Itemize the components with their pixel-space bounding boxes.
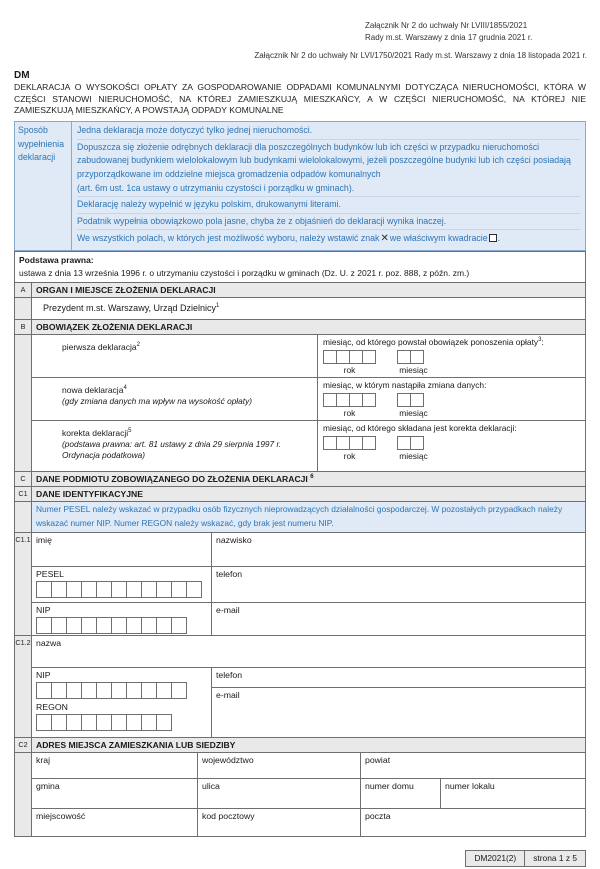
input-box[interactable]	[66, 581, 82, 598]
post-office-field[interactable]	[361, 809, 585, 836]
postal-code-field[interactable]	[198, 809, 361, 836]
section-c-header	[15, 471, 585, 486]
section-c-title: DANE PODMIOTU ZOBOWIĄZANEGO DO ZŁOŻENIA DEKLARACJI $^6$	[32, 472, 585, 486]
pesel-label: PESEL	[36, 568, 65, 579]
input-box[interactable]	[141, 617, 157, 634]
county-field[interactable]	[361, 753, 585, 778]
year-label: rok	[343, 451, 356, 462]
input-box[interactable]	[349, 350, 363, 364]
input-box[interactable]	[96, 682, 112, 699]
entity-name-field[interactable]	[32, 636, 585, 667]
section-b-id: B	[15, 320, 32, 334]
month-input-boxes	[397, 436, 423, 450]
input-box[interactable]	[397, 350, 411, 364]
section-a-content-row	[15, 297, 585, 319]
city-label: miejscowość	[36, 811, 86, 822]
input-box[interactable]	[349, 436, 363, 450]
input-box[interactable]	[397, 436, 411, 450]
input-box[interactable]	[81, 682, 97, 699]
nip-input-boxes	[36, 682, 207, 699]
input-box[interactable]	[36, 682, 52, 699]
empty-checkbox-icon	[489, 234, 497, 242]
month-input-boxes	[397, 350, 423, 364]
footnote-3: 3	[538, 337, 542, 344]
input-box[interactable]	[96, 714, 112, 731]
input-box[interactable]	[66, 617, 82, 634]
fill-instructions-box	[14, 121, 586, 251]
nip-field[interactable]	[32, 603, 212, 636]
input-box[interactable]	[410, 436, 424, 450]
section-c-id: C	[15, 472, 32, 486]
input-box[interactable]	[362, 393, 376, 407]
voivodeship-label: województwo	[202, 755, 254, 766]
last-name-label: nazwisko	[216, 535, 252, 546]
form-version-badge: DM2021(2)	[465, 850, 525, 867]
new-declaration-label: nowa deklaracja	[62, 385, 124, 396]
fill-instructions-label: Sposób wypełnienia deklaracji	[15, 122, 72, 250]
input-box[interactable]	[323, 393, 337, 407]
country-field[interactable]	[32, 753, 198, 778]
commune-field[interactable]	[32, 779, 198, 808]
section-a-id: A	[15, 283, 32, 297]
form-table	[14, 251, 586, 837]
attachment-note-1	[365, 20, 587, 44]
correction-month-label: miesiąc, od którego składana jest korekta deklaracji:	[323, 423, 517, 434]
section-c2-id: C2	[15, 738, 32, 752]
input-box[interactable]	[362, 436, 376, 450]
footnote-5: 5	[128, 428, 132, 435]
section-c1-note-row	[15, 501, 585, 532]
section-a-header	[15, 282, 585, 297]
legal-basis-row	[15, 252, 585, 283]
section-c1-title: DANE IDENTYFIKACYJNE	[32, 487, 585, 501]
correction-declaration-row[interactable]	[32, 420, 585, 471]
commune-label: gmina	[36, 781, 60, 792]
instruction-line: Deklarację należy wypełnić w języku polskim, drukowanymi literami.	[77, 197, 580, 214]
month-label: miesiąc	[399, 365, 428, 376]
input-box[interactable]	[336, 393, 350, 407]
input-box[interactable]	[186, 581, 202, 598]
input-box[interactable]	[141, 581, 157, 598]
section-b-body	[15, 334, 585, 471]
form-code: DM	[14, 70, 30, 81]
input-box[interactable]	[349, 393, 363, 407]
input-box[interactable]	[336, 350, 350, 364]
new-declaration-row[interactable]	[32, 377, 585, 420]
input-box[interactable]	[126, 617, 142, 634]
input-box[interactable]	[410, 393, 424, 407]
section-c1-header	[15, 486, 585, 501]
correction-declaration-note: (podstawa prawna: art. 81 ustawy z dnia 29 sierpnia 1997 r. Ordynacja podatkowa)	[62, 439, 282, 461]
section-c1-id: C1	[15, 487, 32, 501]
email-label: e-mail	[216, 690, 240, 701]
input-box[interactable]	[126, 714, 142, 731]
first-name-field[interactable]	[32, 533, 212, 566]
attachment-note-1-line1: Załącznik Nr 2 do uchwały Nr LVIII/1855/2021	[365, 21, 528, 30]
phone-label: telefon	[216, 568, 243, 579]
change-month-label: miesiąc, w którym nastąpiła zmiana danych:	[323, 380, 487, 391]
section-c1-2	[15, 635, 585, 737]
voivodeship-field[interactable]	[198, 753, 361, 778]
regon-input-boxes	[36, 714, 207, 731]
apartment-number-field[interactable]	[441, 779, 585, 808]
correction-declaration-label: korekta deklaracji	[62, 428, 129, 439]
first-name-label: imię	[36, 535, 52, 546]
country-label: kraj	[36, 755, 50, 766]
year-input-boxes	[323, 436, 375, 450]
instruction-line: Jedna deklaracja może dotyczyć tylko jednej nieruchomości.	[77, 123, 580, 140]
input-box[interactable]	[126, 682, 142, 699]
input-box[interactable]	[81, 714, 97, 731]
input-box[interactable]	[111, 682, 127, 699]
house-number-field[interactable]	[361, 779, 441, 808]
input-box[interactable]	[141, 714, 157, 731]
obligation-month-label: miesiąc, od którego powstał obowiązek ponoszenia opłaty$^3$:	[323, 337, 544, 348]
street-label: ulica	[202, 781, 220, 792]
input-box[interactable]	[36, 617, 52, 634]
phone-field[interactable]	[212, 567, 585, 602]
legal-basis-label: Podstawa prawna:	[19, 254, 94, 265]
apartment-number-label: numer lokalu	[445, 781, 495, 792]
first-declaration-label: pierwsza deklaracja	[62, 342, 137, 353]
page-footer	[0, 850, 586, 867]
footnote-6: 6	[310, 474, 314, 481]
footnote-1: 1	[216, 303, 220, 310]
input-box[interactable]	[156, 682, 172, 699]
attachment-note-1-line2: Rady m.st. Warszawy z dnia 17 grudnia 2021 r.	[365, 33, 533, 42]
street-field[interactable]	[198, 779, 361, 808]
input-box[interactable]	[336, 436, 350, 450]
input-box[interactable]	[81, 617, 97, 634]
x-mark-glyph: ✕	[380, 233, 389, 245]
month-label: miesiąc	[399, 451, 428, 462]
input-box[interactable]	[66, 714, 82, 731]
instruction-line: We wszystkich polach, w których jest możliwość wyboru, należy wstawić znak✕we właściwym kwadracie .	[77, 233, 501, 245]
input-box[interactable]	[156, 581, 172, 598]
input-box[interactable]	[111, 714, 127, 731]
input-box[interactable]	[51, 682, 67, 699]
input-box[interactable]	[156, 714, 172, 731]
regon-label: REGON	[36, 702, 68, 713]
first-declaration-row[interactable]	[32, 335, 585, 377]
footnote-2: 2	[136, 342, 140, 349]
section-b-header	[15, 319, 585, 334]
pesel-input-boxes	[36, 581, 207, 598]
input-box[interactable]	[171, 682, 187, 699]
email-label: e-mail	[216, 604, 240, 615]
input-box[interactable]	[51, 714, 67, 731]
phone-label: telefon	[216, 670, 243, 681]
section-c1-1-id: C1.1	[15, 533, 32, 635]
section-c2-header	[15, 737, 585, 752]
postal-code-label: kod pocztowy	[202, 811, 255, 822]
page-number-badge: strona 1 z 5	[525, 850, 586, 867]
instruction-line: Podatnik wypełnia obowiązkowo pola jasne, chyba że z objaśnień do deklaracji wynika inaczej.	[77, 214, 580, 231]
input-box[interactable]	[171, 617, 187, 634]
input-box[interactable]	[156, 617, 172, 634]
form-title: DEKLARACJA O WYSOKOŚCI OPŁATY ZA GOSPODAROWANIE ODPADAMI KOMUNALNYMI DOTYCZĄCA NIERUCHOMOŚCI, KTÓRA W CZĘŚCI STANOWI NIERUCHOMOŚĆ, NA KTÓREJ ZAMIESZKUJĄ MIESZKAŃCY, A W CZĘŚCI NIERUCHOMOŚĆ, NA KTÓREJ NIE ZAMIESZKUJĄ MIESZKAŃCY, A POWSTAJĄ ODPADY KOMUNALNE	[14, 82, 586, 116]
input-box[interactable]	[171, 581, 187, 598]
authority-name: Prezydent m.st. Warszawy, Urząd Dzielnicy$^1$	[43, 303, 220, 314]
section-c2-title: ADRES MIEJSCA ZAMIESZKANIA LUB SIEDZIBY	[32, 738, 585, 752]
input-box[interactable]	[362, 350, 376, 364]
section-c1-1	[15, 532, 585, 635]
section-c2-body	[15, 752, 585, 836]
input-box[interactable]	[66, 682, 82, 699]
input-box[interactable]	[51, 581, 67, 598]
input-box[interactable]	[96, 581, 112, 598]
pesel-nip-note: Numer PESEL należy wskazać w przypadku osób fizycznych nieprowadzących działalności gospodarczej. W pozostałych przypadkach należy wskazać numer NIP. Numer REGON należy wskazać, gdy brak jest numeru NIP.	[32, 502, 585, 532]
email-field[interactable]	[212, 688, 585, 737]
input-box[interactable]	[141, 682, 157, 699]
county-label: powiat	[365, 755, 391, 766]
input-box[interactable]	[36, 714, 52, 731]
month-label: miesiąc	[399, 408, 428, 419]
input-box[interactable]	[126, 581, 142, 598]
section-c1-2-id: C1.2	[15, 636, 32, 737]
email-field[interactable]	[212, 603, 585, 636]
input-box[interactable]	[111, 617, 127, 634]
fill-instructions-body	[72, 122, 585, 250]
last-name-field[interactable]	[212, 533, 585, 566]
year-label: rok	[343, 365, 356, 376]
input-box[interactable]	[96, 617, 112, 634]
input-box[interactable]	[81, 581, 97, 598]
nip-input-boxes	[36, 617, 207, 634]
input-box[interactable]	[397, 393, 411, 407]
city-field[interactable]	[32, 809, 198, 836]
input-box[interactable]	[36, 581, 52, 598]
house-number-label: numer domu	[365, 781, 414, 792]
input-box[interactable]	[111, 581, 127, 598]
nip-label: NIP	[36, 604, 51, 615]
entity-name-label: nazwa	[36, 638, 62, 649]
nip-regon-field[interactable]	[32, 668, 212, 737]
input-box[interactable]	[323, 350, 337, 364]
year-input-boxes	[323, 350, 375, 364]
year-input-boxes	[323, 393, 375, 407]
section-b-title: OBOWIĄZEK ZŁOŻENIA DEKLARACJI	[32, 320, 585, 334]
new-declaration-note: (gdy zmiana danych ma wpływ na wysokość opłaty)	[62, 396, 252, 407]
footnote-4: 4	[123, 385, 127, 392]
post-office-label: poczta	[365, 811, 391, 822]
input-box[interactable]	[410, 350, 424, 364]
attachment-note-2: Załącznik Nr 2 do uchwały Nr LVI/1750/2021 Rady m.st. Warszawy z dnia 18 listopada 2021 r.	[254, 51, 587, 60]
input-box[interactable]	[51, 617, 67, 634]
pesel-field[interactable]	[32, 567, 212, 602]
instruction-line: Dopuszcza się złożenie odrębnych deklaracji dla poszczególnych budynków lub ich części w przypadku nieruchomości zabudowanej budynkiem wielolokalowym lub budynkami wielolokalowymi, jeżeli poszczególne budynki lub ich części posiadają przyporządkowane im oddzielne miejsca gromadzenia odpadów komunalnych (art. 6m ust. 1ca ustawy o utrzymaniu czystości i porządku w gminach).	[77, 140, 580, 198]
section-a-title: ORGAN I MIEJSCE ZŁOŻENIA DEKLARACJI	[32, 283, 585, 297]
phone-field[interactable]	[212, 668, 585, 688]
year-label: rok	[343, 408, 356, 419]
nip-label: NIP	[36, 670, 51, 681]
month-input-boxes	[397, 393, 423, 407]
input-box[interactable]	[323, 436, 337, 450]
legal-basis-text: ustawa z dnia 13 września 1996 r. o utrzymaniu czystości i porządku w gminach (Dz. U. z 2021 r. poz. 888, z późn. zm.)	[19, 267, 470, 278]
declaration-form-page	[0, 20, 600, 869]
